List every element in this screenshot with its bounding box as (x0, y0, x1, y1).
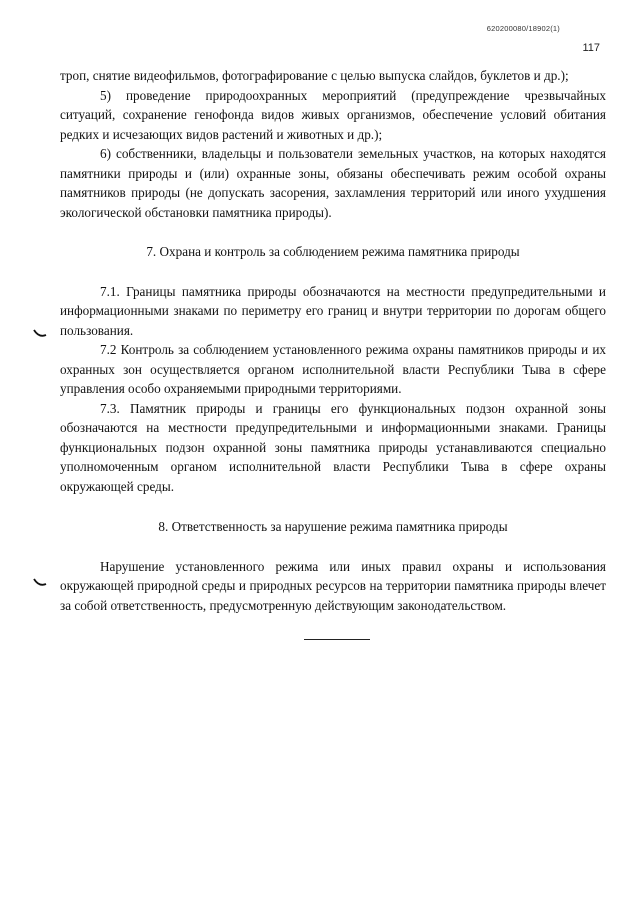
document-code: 620200080/18902(1) (486, 24, 560, 33)
end-rule (304, 639, 370, 640)
paragraph-item-5: 5) проведение природоохранных мероприятий (предупреждение чрезвычайных ситуаций, сохранение генофонда видов живых организмов, обеспечение условий обитания редких и исчезающих видов растений и животных и др.); (60, 87, 606, 142)
margin-mark-icon (33, 578, 47, 588)
paragraph-item-6: 6) собственники, владельцы и пользователи земельных участков, на которых находятся памятники природы и (или) охранные зоны, обязаны обеспечивать режим особой охраны памятников природы (не допускать засорения, захламления территорий или иного ухудшения экологической обстановки памятника природы). (60, 146, 606, 220)
paragraph-8: Нарушение установленного режима или иных правил охраны и использования окружающей природной среды и природных ресурсов на территории памятника природы влечет за собой ответственность, предусмотренную действующим законодательством. (60, 558, 606, 613)
paragraph-7-2: 7.2 Контроль за соблюдением установленного режима охраны памятников природы и их охранных зон осуществляется органом исполнительной власти Республики Тыва в сфере управления особо охраняемыми природными территориями. (60, 342, 606, 396)
paragraph-7-3: 7.3. Памятник природы и границы его функциональных подзон охранной зоны обозначаются на местности предупредительными и информационными знаками. Границы функциональных подзон охранной зоны памятника природы устанавливаются специально уполномоченным органом исполнительной власти Республики Тыва в сфере охраны окружающей среды. (60, 400, 606, 494)
page-number: 117 (582, 42, 600, 54)
paragraph-7-1: 7.1. Границы памятника природы обозначаются на местности предупредительными и информационными знаками по периметру его границ и внутри территории по дорогам общего пользования. (60, 283, 606, 338)
document-body (60, 66, 606, 615)
margin-mark-icon (33, 329, 47, 339)
paragraph-continuation: троп, снятие видеофильмов, фотографирование с целью выпуска слайдов, буклетов и др.); (60, 68, 569, 83)
section-8-heading: 8. Ответственность за нарушение режима памятника природы (158, 519, 508, 534)
section-7-heading: 7. Охрана и контроль за соблюдением режима памятника природы (146, 244, 520, 259)
